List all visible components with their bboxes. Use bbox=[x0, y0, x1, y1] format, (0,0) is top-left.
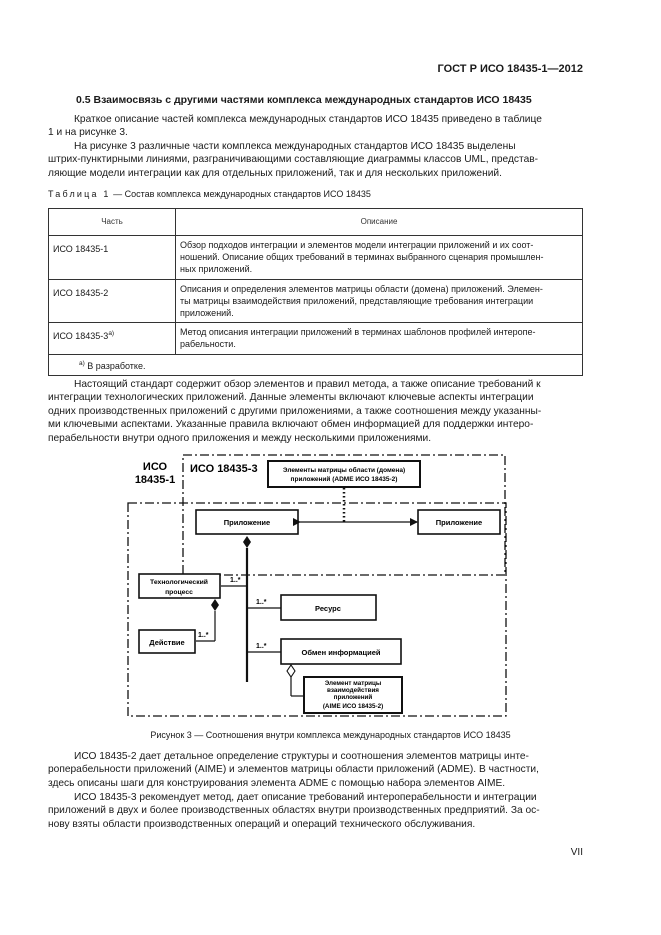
text-line: ми ключевыми аспектами. Указанные правила включают обмен информацией для поддержки интеро- bbox=[48, 419, 534, 431]
label-iso-18435-1: ИСО bbox=[142, 461, 168, 473]
text-line: интеграции технологических приложений. Данные элементы включают ключевые аспекты интеграции bbox=[48, 392, 534, 404]
aime-label: (AIME ИСО 18435-2) bbox=[322, 703, 384, 710]
text-line: здесь описаны шаги для конструирования элемента ADME с помощью набора элементов AIME. bbox=[48, 777, 506, 789]
tech-process-label: процесс bbox=[165, 589, 193, 596]
aime-label: приложений bbox=[333, 694, 373, 701]
text-line: роперабельности приложений (AIME) и элементов матрицы области приложений (ADME). В частности, bbox=[48, 764, 539, 776]
adme-label: Элементы матрицы области (домена) bbox=[282, 467, 406, 474]
text-line: Настоящий стандарт содержит обзор элементов и правил метода, а также описание требований к bbox=[74, 379, 541, 390]
text-line: одних производственных приложений с другими приложениями, а также соотношения между указанны- bbox=[48, 405, 542, 417]
cell-description: Описания и определения элементов матрицы области (домена) приложений. Элемен- ты матрицы взаимодействия приложений, представляющие требования интеграции приложений. bbox=[176, 279, 583, 323]
label-iso-18435-1: 18435-1 bbox=[134, 474, 176, 486]
col-header-part: Часть bbox=[49, 209, 176, 236]
label-iso-18435-3: ИСО 18435-3 bbox=[190, 463, 258, 475]
mult-tech-process: 1..* bbox=[230, 577, 241, 584]
figure-caption: Рисунок 3 — Соотношения внутри комплекса международных стандартов ИСО 18435 bbox=[150, 730, 511, 740]
adme-label: приложений (ADME ИСО 18435-2) bbox=[290, 476, 398, 483]
document-header: ГОСТ Р ИСО 18435-1—2012 bbox=[437, 63, 583, 75]
text-line: ляющие модели интеграции как для отдельных приложений, так и для нескольких приложений. bbox=[48, 167, 502, 179]
text-line: ИСО 18435-2 дает детальное определение структуры и соотношения элементов матрицы инте- bbox=[74, 751, 529, 762]
application-inner-label: Приложение bbox=[223, 518, 271, 527]
aime-label: Элемент матрицы bbox=[324, 680, 382, 687]
text-line: ИСО 18435-3 рекомендует метод, дает описание требований интероперабельности и интеграции bbox=[74, 792, 537, 803]
paragraph-iso-18435-2 bbox=[48, 750, 583, 790]
cell-part: ИСО 18435-2 bbox=[49, 279, 176, 323]
text-line: 1 и на рисунке 3. bbox=[48, 127, 128, 139]
cell-description: Метод описания интеграции приложений в терминах шаблонов профилей интеропе- рабельности. bbox=[176, 323, 583, 354]
section-title: 0.5 Взаимосвязь с другими частями комплекса международных стандартов ИСО 18435 bbox=[76, 94, 532, 106]
paragraph-iso-18435-3 bbox=[48, 791, 583, 831]
mult-resource: 1..* bbox=[256, 599, 267, 606]
text-line: нову взяты области производственных операций и операций технического обслуживания. bbox=[48, 818, 476, 830]
aime-label: взаимодействия bbox=[326, 687, 380, 694]
aggregation-diamond bbox=[287, 665, 295, 677]
action-label: Действие bbox=[149, 638, 185, 647]
cell-description: Обзор подходов интеграции и элементов модели интеграции приложений и их соот- ношений. Описание общих требований в терминах выбранного сценария промышлен- ных приложений. bbox=[176, 236, 583, 280]
table-caption-prefix: Таблица 1 bbox=[48, 189, 111, 199]
mult-action: 1..* bbox=[198, 632, 209, 639]
page-number: VII bbox=[570, 847, 583, 858]
text-line: приложений в двух и более производственных областях внутри производственных предприятий. За ос- bbox=[48, 805, 540, 817]
cell-part: ИСО $18435-3^{а)}$ bbox=[49, 323, 176, 354]
tech-process-label: Технологический bbox=[150, 579, 208, 586]
resource-label: Ресурс bbox=[315, 604, 341, 613]
text-line: На рисунке 3 различные части комплекса международных стандартов ИСО 18435 выделены bbox=[74, 141, 516, 152]
text-line: перабельности внутри одного приложения и между несколькими приложениями. bbox=[48, 432, 432, 444]
information-exchange-label: Обмен информацией bbox=[301, 648, 381, 657]
adme-box bbox=[268, 461, 420, 487]
application-outer-label: Приложение bbox=[435, 518, 483, 527]
table-footnote: $^{а)}$ В разработке. bbox=[49, 354, 583, 375]
col-header-description: Описание bbox=[176, 209, 583, 236]
composition-diamond-app bbox=[243, 536, 251, 548]
text-line: Краткое описание частей комплекса международных стандартов ИСО 18435 приведено в таблице bbox=[74, 114, 542, 125]
mult-information-exchange: 1..* bbox=[256, 643, 267, 650]
cell-part: ИСО 18435-1 bbox=[49, 236, 176, 280]
text-line: штрих-пунктирными линиями, разграничивающими составляющие диаграммы классов UML, представ- bbox=[48, 154, 539, 166]
composition-diamond-tech bbox=[211, 599, 219, 611]
table-caption-text: — Состав комплекса международных стандартов ИСО 18435 bbox=[110, 189, 371, 199]
